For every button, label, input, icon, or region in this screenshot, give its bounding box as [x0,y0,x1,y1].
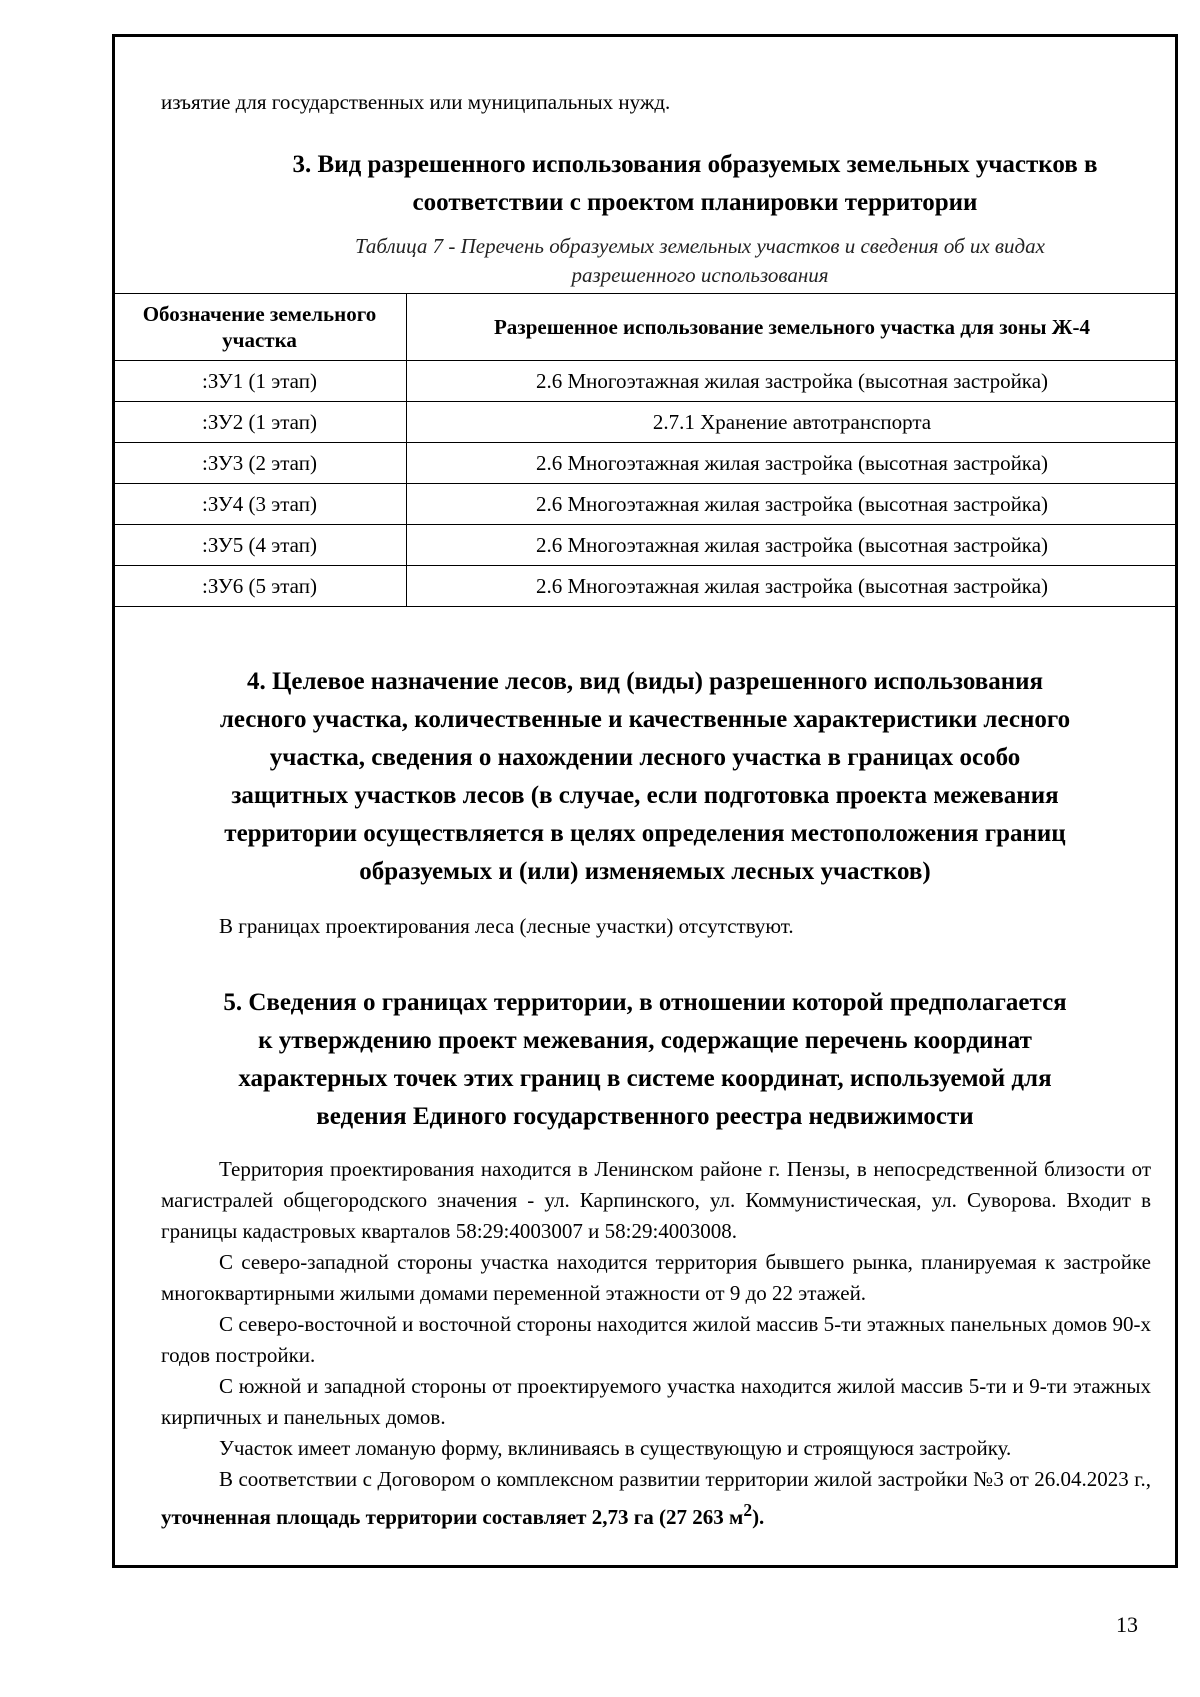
area-text-bold-end: ). [752,1505,765,1529]
section-5-heading-line: ведения Единого государственного реестра недвижимости [316,1103,974,1130]
use-cell: 2.6 Многоэтажная жилая застройка (высотная застройка) [407,566,1178,607]
section-5-heading-line: 5. Сведения о границах территории, в отношении которой предполагается [223,989,1067,1016]
section-4-heading [115,663,1175,891]
use-cell: 2.7.1 Хранение автотранспорта [407,402,1178,443]
paragraph: В границах проектирования леса (лесные участки) отсутствуют. [219,914,794,938]
plot-cell: :ЗУ1 (1 этап) [113,361,407,402]
section-3-heading [115,146,1175,222]
forest-paragraph [161,911,1151,942]
section-5-heading-line: характерных точек этих границ в системе координат, используемой для [238,1065,1052,1092]
paragraph: Участок имеет ломаную форму, вклиниваясь в существующую и строящуюся застройку. [219,1436,1012,1460]
table-row [113,525,1178,566]
section-3-heading-line: соответствии с проектом планировки территории [412,189,978,216]
area-text-bold: уточненная площадь территории составляет 2,73 га (27 263 м [161,1505,744,1529]
table-row [113,484,1178,525]
section-4-heading-line: 4. Целевое назначение лесов, вид (виды) разрешенного использования [246,668,1044,695]
paragraph: С южной и западной стороны от проектируемого участка находится жилой массив 5-ти и 9-ти этажных кирпичных и панельных домов. [161,1374,1151,1429]
intro-line: изъятие для государственных или муниципальных нужд. [161,90,671,114]
paragraph-area [161,1464,1151,1533]
page-frame [112,34,1178,1568]
area-unit-superscript: 2 [743,1500,753,1520]
table-row [113,566,1178,607]
page-number: 13 [1116,1612,1138,1637]
column-header-plot [113,294,407,361]
section-4-heading-line: участка, сведения о нахождении лесного участка в границах особо [269,744,1021,771]
table-header-row [113,294,1178,361]
column-header-use: Разрешенное использование земельного участка для зоны Ж-4 [407,294,1178,361]
table-caption [115,232,1175,290]
section-4-heading-line: защитных участков лесов (в случае, если подготовка проекта межевания [231,782,1059,809]
plot-cell: :ЗУ3 (2 этап) [113,443,407,484]
use-cell: 2.6 Многоэтажная жилая застройка (высотная застройка) [407,361,1178,402]
section-5-heading [115,984,1175,1136]
use-cell: 2.6 Многоэтажная жилая застройка (высотная застройка) [407,484,1178,525]
plot-cell: :ЗУ5 (4 этап) [113,525,407,566]
plot-cell: :ЗУ4 (3 этап) [113,484,407,525]
section-3-heading-line: 3. Вид разрешенного использования образуемых земельных участков в [292,151,1098,178]
plot-cell: :ЗУ6 (5 этап) [113,566,407,607]
table-caption-line: Таблица 7 - Перечень образуемых земельных участков и сведения об их видах [355,234,1045,258]
column-header-line: участка [222,328,297,352]
section-4-heading-line: лесного участка, количественные и качественные характеристики лесного [219,706,1071,733]
section-4-heading-line: образуемых и (или) изменяемых лесных участков) [359,858,931,885]
table-row [113,361,1178,402]
land-plots-table [112,293,1178,607]
table-caption-line: разрешенного использования [571,263,829,287]
section-5-heading-line: к утверждению проект межевания, содержащие перечень координат [258,1027,1032,1054]
paragraph: С северо-западной стороны участка находится территория бывшего рынка, планируемая к застройке многоквартирными жилыми домами переменной этажности от 9 до 22 этажей. [161,1250,1151,1305]
table-row [113,402,1178,443]
table-row [113,443,1178,484]
use-cell: 2.6 Многоэтажная жилая застройка (высотная застройка) [407,525,1178,566]
paragraph: С северо-восточной и восточной стороны находится жилой массив 5-ти этажных панельных домов 90-х годов постройки. [161,1312,1151,1367]
paragraph: Территория проектирования находится в Ленинском районе г. Пензы, в непосредственной близости от магистралей общегородского значения - ул. Карпинского, ул. Коммунистическая, ул. Суворова. Входит в границы кадастровых кварталов 58:29:4003007 и 58:29:4003008. [161,1157,1151,1243]
column-header-line: Обозначение земельного [142,302,377,326]
plot-cell: :ЗУ2 (1 этап) [113,402,407,443]
use-cell: 2.6 Многоэтажная жилая застройка (высотная застройка) [407,443,1178,484]
section-4-heading-line: территории осуществляется в целях определения местоположения границ [224,820,1066,847]
area-text-regular: В соответствии с Договором о комплексном развитии территории жилой застройки №3 от 26.04.2023 г., [219,1467,1151,1491]
territory-description [161,1154,1151,1533]
